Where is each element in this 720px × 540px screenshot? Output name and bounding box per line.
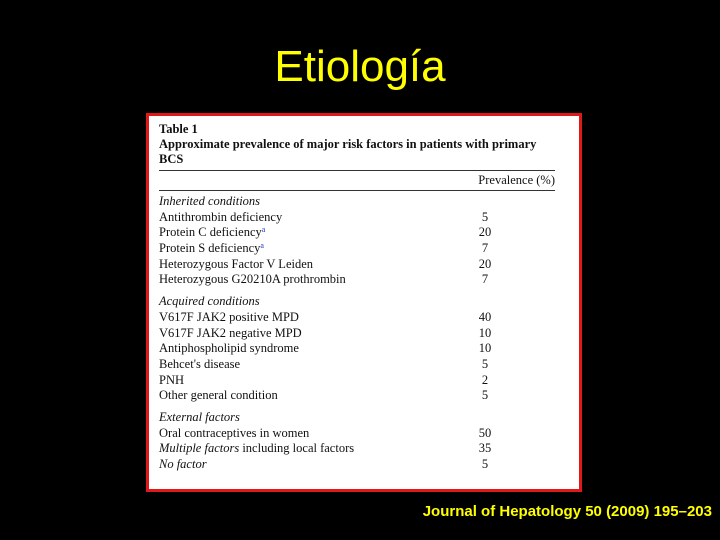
row-value: 20 — [478, 225, 492, 240]
row-label-text: V617F JAK2 negative MPD — [159, 325, 302, 340]
row-label — [159, 210, 282, 226]
row-value: 40 — [478, 309, 492, 324]
row-value: 5 — [481, 457, 489, 471]
table-row — [159, 225, 555, 241]
row-label-text: V617F JAK2 positive MPD — [159, 309, 299, 324]
table-row — [159, 441, 555, 457]
row-value: 10 — [478, 341, 492, 356]
row-label-text: including local factors — [239, 441, 355, 456]
table-footnote-cut — [159, 477, 555, 491]
row-label — [159, 341, 299, 357]
row-label — [159, 426, 309, 442]
table-section — [159, 194, 555, 288]
table-row — [159, 388, 555, 404]
row-label — [159, 373, 184, 389]
row-label — [159, 388, 278, 404]
table-row — [159, 241, 555, 257]
row-label-text: Antiphospholipid syndrome — [159, 341, 299, 356]
row-label-text: PNH — [159, 372, 185, 387]
row-label-text: Behcet's disease — [159, 356, 241, 371]
row-label-text: Protein C deficiency — [159, 225, 262, 240]
table-section — [159, 294, 555, 404]
row-label — [159, 310, 299, 326]
table-row — [159, 341, 555, 357]
row-value: 2 — [481, 372, 489, 387]
row-label-text: Heterozygous G20210A prothrombin — [159, 272, 346, 287]
row-value: 7 — [481, 272, 489, 287]
section-title: Inherited conditions — [159, 194, 261, 208]
table-row — [159, 210, 555, 226]
table-row — [159, 326, 555, 342]
footnote-marker: a — [261, 225, 266, 235]
row-label — [159, 225, 265, 241]
prevalence-table — [159, 122, 555, 491]
column-header-prevalence: Prevalence (%) — [478, 173, 555, 187]
row-value: 5 — [481, 388, 489, 403]
row-value: 10 — [478, 325, 492, 340]
table-section — [159, 410, 555, 473]
table-row — [159, 310, 555, 326]
row-label-text: Antithrombin deficiency — [159, 209, 283, 224]
table-body — [159, 194, 555, 473]
row-label-italic: No factor — [159, 457, 207, 471]
table-row — [159, 357, 555, 373]
row-label — [159, 257, 313, 273]
header-rule — [159, 190, 555, 191]
table-row — [159, 457, 555, 473]
row-label — [159, 326, 302, 342]
row-value: 20 — [478, 256, 492, 271]
row-label — [159, 272, 346, 288]
row-label — [159, 241, 264, 257]
table-figure — [146, 113, 582, 492]
footnote-marker: a — [260, 241, 264, 251]
row-label-text: Oral contraceptives in women — [159, 425, 310, 440]
section-title: External factors — [159, 409, 240, 424]
row-value: 50 — [478, 425, 492, 440]
row-value: 35 — [478, 441, 492, 456]
table-label: Table 1 — [159, 122, 198, 136]
row-label-text: Other general condition — [159, 388, 278, 403]
row-label — [159, 441, 354, 457]
table-row — [159, 257, 555, 273]
row-label — [159, 457, 207, 473]
table-row — [159, 426, 555, 442]
row-value: 5 — [481, 356, 489, 371]
table-row — [159, 272, 555, 288]
row-value: 7 — [481, 241, 489, 256]
row-label — [159, 357, 240, 373]
column-header-row — [159, 171, 555, 190]
slide-title: Etiología — [274, 42, 446, 91]
row-label-text: Heterozygous Factor V Leiden — [159, 256, 314, 271]
row-label-italic: Multiple factors — [159, 441, 240, 456]
citation: Journal of Hepatology 50 (2009) 195–203 — [422, 503, 712, 520]
row-label-text: Protein S deficiency — [159, 241, 261, 256]
row-value: 5 — [481, 209, 489, 224]
table-caption: Approximate prevalence of major risk factors in patients with primary BCS — [159, 137, 537, 166]
table-row — [159, 373, 555, 389]
section-title: Acquired conditions — [159, 294, 260, 309]
